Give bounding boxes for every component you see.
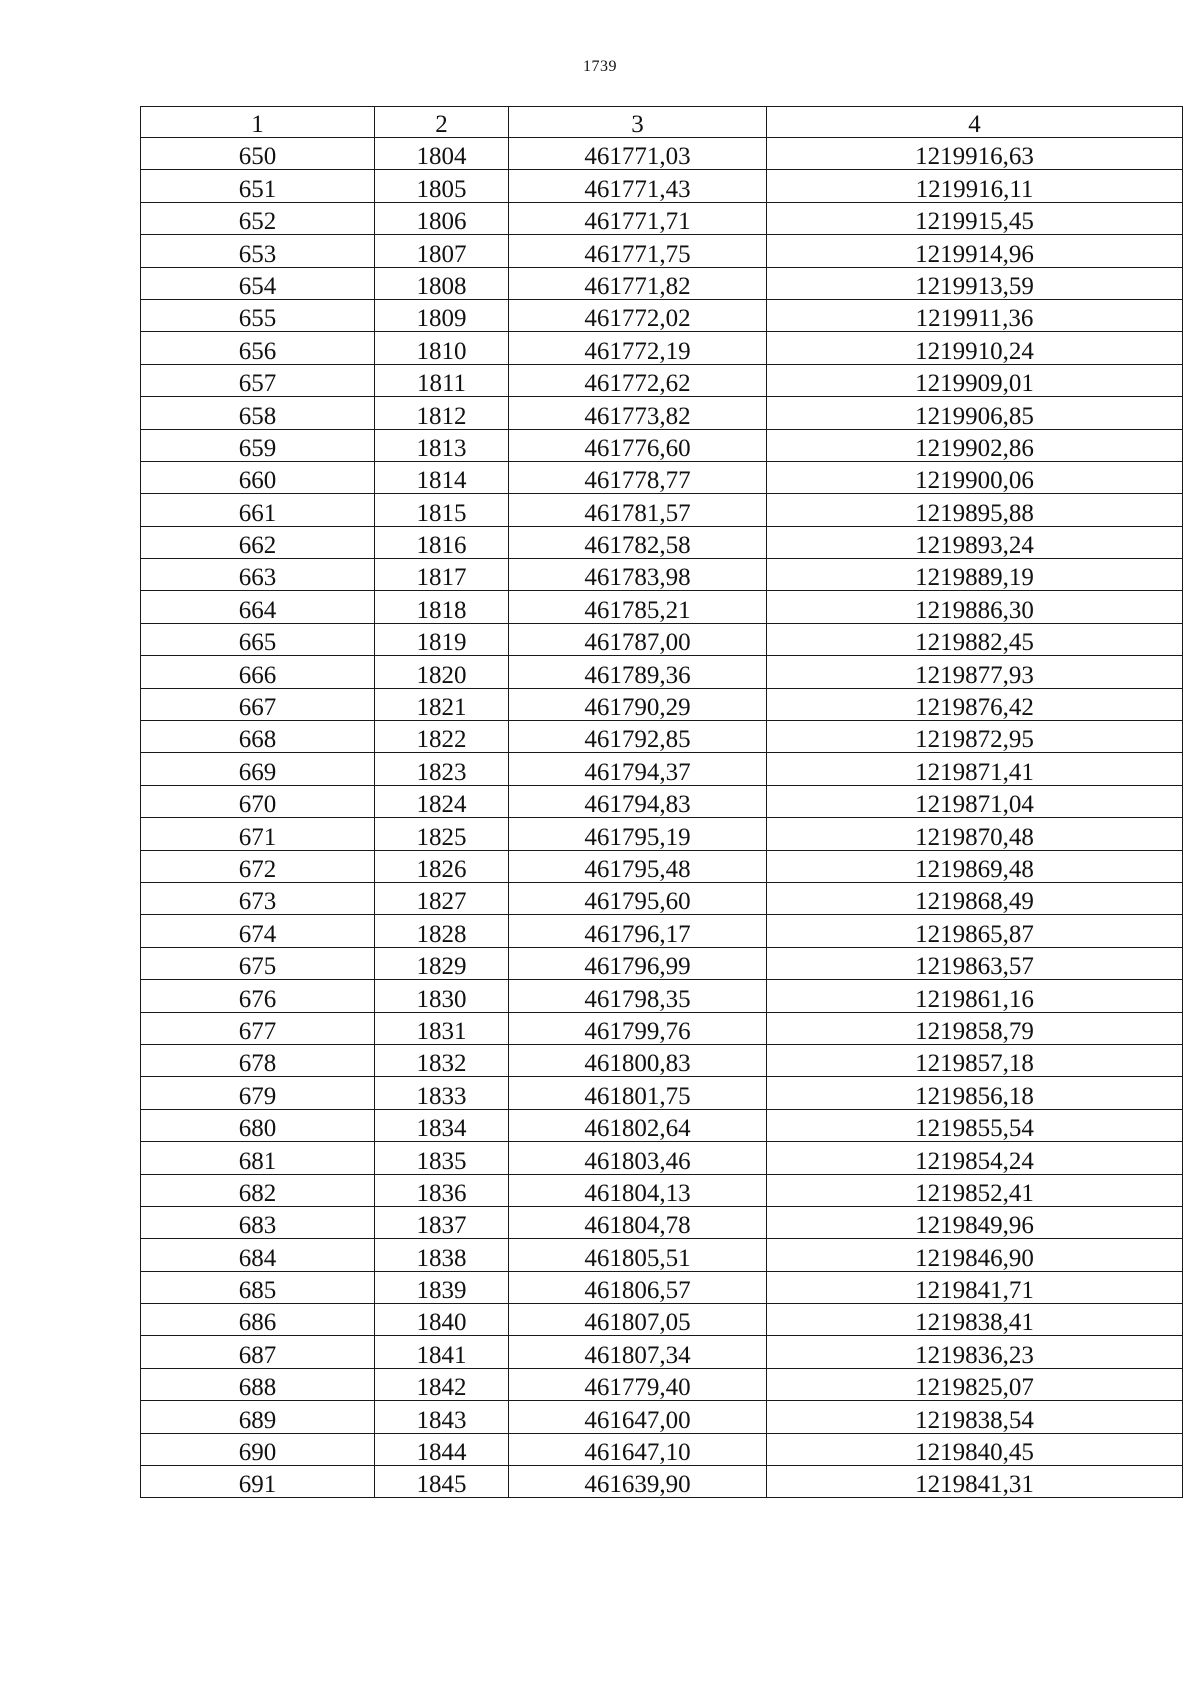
x-coordinate-cell: 461796,99 (509, 947, 767, 979)
y-coordinate-cell: 1219852,41 (767, 1174, 1183, 1206)
row-number-cell: 670 (141, 785, 375, 817)
point-number-cell: 1809 (375, 299, 509, 331)
y-coordinate-cell: 1219868,49 (767, 882, 1183, 914)
row-number-cell: 681 (141, 1142, 375, 1174)
x-coordinate-cell: 461807,05 (509, 1304, 767, 1336)
row-number-cell: 651 (141, 170, 375, 202)
x-coordinate-cell: 461798,35 (509, 980, 767, 1012)
row-number-cell: 679 (141, 1077, 375, 1109)
y-coordinate-cell: 1219869,48 (767, 850, 1183, 882)
table-row (141, 1142, 1183, 1174)
x-coordinate-cell: 461789,36 (509, 656, 767, 688)
y-coordinate-cell: 1219855,54 (767, 1109, 1183, 1141)
x-coordinate-cell: 461771,03 (509, 138, 767, 170)
point-number-cell: 1819 (375, 623, 509, 655)
row-number-cell: 678 (141, 1044, 375, 1076)
table-body (141, 107, 1183, 1498)
table-row (141, 1077, 1183, 1109)
x-coordinate-cell: 461771,71 (509, 202, 767, 234)
table-row (141, 1239, 1183, 1271)
point-number-cell: 1808 (375, 267, 509, 299)
table-row (141, 623, 1183, 655)
point-number-cell: 1845 (375, 1466, 509, 1498)
table-row (141, 397, 1183, 429)
row-number-cell: 691 (141, 1466, 375, 1498)
row-number-cell: 687 (141, 1336, 375, 1368)
y-coordinate-cell: 1219863,57 (767, 947, 1183, 979)
table-row (141, 267, 1183, 299)
point-number-cell: 1829 (375, 947, 509, 979)
table-row (141, 591, 1183, 623)
x-coordinate-cell: 461796,17 (509, 915, 767, 947)
row-number-cell: 673 (141, 882, 375, 914)
table-row (141, 1433, 1183, 1465)
row-number-cell: 680 (141, 1109, 375, 1141)
x-coordinate-cell: 461799,76 (509, 1012, 767, 1044)
y-coordinate-cell: 1219909,01 (767, 364, 1183, 396)
y-coordinate-cell: 1219895,88 (767, 494, 1183, 526)
table-row (141, 559, 1183, 591)
row-number-cell: 685 (141, 1271, 375, 1303)
x-coordinate-cell: 461779,40 (509, 1368, 767, 1400)
x-coordinate-cell: 461772,02 (509, 299, 767, 331)
point-number-cell: 1841 (375, 1336, 509, 1368)
x-coordinate-cell: 461776,60 (509, 429, 767, 461)
row-number-cell: 688 (141, 1368, 375, 1400)
y-coordinate-cell: 1219889,19 (767, 559, 1183, 591)
x-coordinate-cell: 461792,85 (509, 721, 767, 753)
table-row (141, 785, 1183, 817)
row-number-cell: 655 (141, 299, 375, 331)
point-number-cell: 1839 (375, 1271, 509, 1303)
point-number-cell: 1811 (375, 364, 509, 396)
x-coordinate-cell: 461790,29 (509, 688, 767, 720)
point-number-cell: 1818 (375, 591, 509, 623)
y-coordinate-cell: 1219916,63 (767, 138, 1183, 170)
row-number-cell: 662 (141, 526, 375, 558)
point-number-cell: 1820 (375, 656, 509, 688)
column-header: 1 (141, 107, 375, 138)
point-number-cell: 1810 (375, 332, 509, 364)
point-number-cell: 1842 (375, 1368, 509, 1400)
row-number-cell: 664 (141, 591, 375, 623)
y-coordinate-cell: 1219858,79 (767, 1012, 1183, 1044)
table-row (141, 138, 1183, 170)
x-coordinate-cell: 461803,46 (509, 1142, 767, 1174)
x-coordinate-cell: 461771,43 (509, 170, 767, 202)
y-coordinate-cell: 1219857,18 (767, 1044, 1183, 1076)
point-number-cell: 1831 (375, 1012, 509, 1044)
table-row (141, 235, 1183, 267)
x-coordinate-cell: 461804,78 (509, 1206, 767, 1238)
y-coordinate-cell: 1219841,71 (767, 1271, 1183, 1303)
table-row (141, 688, 1183, 720)
row-number-cell: 661 (141, 494, 375, 526)
row-number-cell: 684 (141, 1239, 375, 1271)
point-number-cell: 1804 (375, 138, 509, 170)
x-coordinate-cell: 461805,51 (509, 1239, 767, 1271)
row-number-cell: 663 (141, 559, 375, 591)
row-number-cell: 659 (141, 429, 375, 461)
point-number-cell: 1823 (375, 753, 509, 785)
row-number-cell: 690 (141, 1433, 375, 1465)
y-coordinate-cell: 1219906,85 (767, 397, 1183, 429)
point-number-cell: 1822 (375, 721, 509, 753)
y-coordinate-cell: 1219913,59 (767, 267, 1183, 299)
y-coordinate-cell: 1219838,54 (767, 1401, 1183, 1433)
x-coordinate-cell: 461795,60 (509, 882, 767, 914)
point-number-cell: 1816 (375, 526, 509, 558)
y-coordinate-cell: 1219861,16 (767, 980, 1183, 1012)
table-row (141, 1304, 1183, 1336)
y-coordinate-cell: 1219902,86 (767, 429, 1183, 461)
x-coordinate-cell: 461647,10 (509, 1433, 767, 1465)
x-coordinate-cell: 461781,57 (509, 494, 767, 526)
table-row (141, 1174, 1183, 1206)
row-number-cell: 676 (141, 980, 375, 1012)
table-row (141, 753, 1183, 785)
x-coordinate-cell: 461794,37 (509, 753, 767, 785)
row-number-cell: 660 (141, 461, 375, 493)
x-coordinate-cell: 461800,83 (509, 1044, 767, 1076)
point-number-cell: 1832 (375, 1044, 509, 1076)
row-number-cell: 677 (141, 1012, 375, 1044)
y-coordinate-cell: 1219872,95 (767, 721, 1183, 753)
x-coordinate-cell: 461785,21 (509, 591, 767, 623)
y-coordinate-cell: 1219911,36 (767, 299, 1183, 331)
table-row (141, 1368, 1183, 1400)
x-coordinate-cell: 461639,90 (509, 1466, 767, 1498)
point-number-cell: 1824 (375, 785, 509, 817)
point-number-cell: 1825 (375, 818, 509, 850)
y-coordinate-cell: 1219836,23 (767, 1336, 1183, 1368)
y-coordinate-cell: 1219856,18 (767, 1077, 1183, 1109)
point-number-cell: 1813 (375, 429, 509, 461)
y-coordinate-cell: 1219871,04 (767, 785, 1183, 817)
table-row (141, 1012, 1183, 1044)
row-number-cell: 652 (141, 202, 375, 234)
x-coordinate-cell: 461807,34 (509, 1336, 767, 1368)
y-coordinate-cell: 1219886,30 (767, 591, 1183, 623)
point-number-cell: 1828 (375, 915, 509, 947)
table-row (141, 1466, 1183, 1498)
y-coordinate-cell: 1219865,87 (767, 915, 1183, 947)
y-coordinate-cell: 1219882,45 (767, 623, 1183, 655)
y-coordinate-cell: 1219876,42 (767, 688, 1183, 720)
y-coordinate-cell: 1219841,31 (767, 1466, 1183, 1498)
y-coordinate-cell: 1219854,24 (767, 1142, 1183, 1174)
table-row (141, 947, 1183, 979)
x-coordinate-cell: 461802,64 (509, 1109, 767, 1141)
point-number-cell: 1814 (375, 461, 509, 493)
point-number-cell: 1838 (375, 1239, 509, 1271)
point-number-cell: 1835 (375, 1142, 509, 1174)
point-number-cell: 1833 (375, 1077, 509, 1109)
y-coordinate-cell: 1219914,96 (767, 235, 1183, 267)
table-row (141, 980, 1183, 1012)
y-coordinate-cell: 1219893,24 (767, 526, 1183, 558)
point-number-cell: 1840 (375, 1304, 509, 1336)
row-number-cell: 672 (141, 850, 375, 882)
y-coordinate-cell: 1219915,45 (767, 202, 1183, 234)
row-number-cell: 671 (141, 818, 375, 850)
x-coordinate-cell: 461794,83 (509, 785, 767, 817)
table-row (141, 1401, 1183, 1433)
point-number-cell: 1830 (375, 980, 509, 1012)
x-coordinate-cell: 461778,77 (509, 461, 767, 493)
row-number-cell: 656 (141, 332, 375, 364)
row-number-cell: 653 (141, 235, 375, 267)
table-row (141, 1336, 1183, 1368)
table-row (141, 332, 1183, 364)
table-row (141, 526, 1183, 558)
x-coordinate-cell: 461771,75 (509, 235, 767, 267)
row-number-cell: 658 (141, 397, 375, 429)
table-row (141, 461, 1183, 493)
point-number-cell: 1843 (375, 1401, 509, 1433)
y-coordinate-cell: 1219849,96 (767, 1206, 1183, 1238)
table-row (141, 882, 1183, 914)
row-number-cell: 669 (141, 753, 375, 785)
x-coordinate-cell: 461647,00 (509, 1401, 767, 1433)
point-number-cell: 1806 (375, 202, 509, 234)
y-coordinate-cell: 1219900,06 (767, 461, 1183, 493)
point-number-cell: 1827 (375, 882, 509, 914)
row-number-cell: 650 (141, 138, 375, 170)
x-coordinate-cell: 461783,98 (509, 559, 767, 591)
x-coordinate-cell: 461772,62 (509, 364, 767, 396)
row-number-cell: 689 (141, 1401, 375, 1433)
table-row (141, 1044, 1183, 1076)
x-coordinate-cell: 461804,13 (509, 1174, 767, 1206)
table-row (141, 429, 1183, 461)
table-row (141, 818, 1183, 850)
row-number-cell: 668 (141, 721, 375, 753)
row-number-cell: 667 (141, 688, 375, 720)
row-number-cell: 674 (141, 915, 375, 947)
row-number-cell: 682 (141, 1174, 375, 1206)
point-number-cell: 1837 (375, 1206, 509, 1238)
table-row (141, 915, 1183, 947)
point-number-cell: 1834 (375, 1109, 509, 1141)
point-number-cell: 1812 (375, 397, 509, 429)
point-number-cell: 1826 (375, 850, 509, 882)
table-row (141, 202, 1183, 234)
y-coordinate-cell: 1219910,24 (767, 332, 1183, 364)
row-number-cell: 657 (141, 364, 375, 396)
table-row (141, 494, 1183, 526)
table-row (141, 1271, 1183, 1303)
y-coordinate-cell: 1219840,45 (767, 1433, 1183, 1465)
x-coordinate-cell: 461787,00 (509, 623, 767, 655)
coordinates-table (140, 106, 1183, 1498)
x-coordinate-cell: 461772,19 (509, 332, 767, 364)
x-coordinate-cell: 461782,58 (509, 526, 767, 558)
row-number-cell: 666 (141, 656, 375, 688)
row-number-cell: 654 (141, 267, 375, 299)
x-coordinate-cell: 461801,75 (509, 1077, 767, 1109)
y-coordinate-cell: 1219870,48 (767, 818, 1183, 850)
point-number-cell: 1817 (375, 559, 509, 591)
table-row (141, 299, 1183, 331)
y-coordinate-cell: 1219846,90 (767, 1239, 1183, 1271)
row-number-cell: 683 (141, 1206, 375, 1238)
table-row (141, 1109, 1183, 1141)
y-coordinate-cell: 1219916,11 (767, 170, 1183, 202)
point-number-cell: 1807 (375, 235, 509, 267)
table-row (141, 170, 1183, 202)
column-header: 4 (767, 107, 1183, 138)
y-coordinate-cell: 1219825,07 (767, 1368, 1183, 1400)
x-coordinate-cell: 461795,19 (509, 818, 767, 850)
x-coordinate-cell: 461773,82 (509, 397, 767, 429)
x-coordinate-cell: 461771,82 (509, 267, 767, 299)
x-coordinate-cell: 461806,57 (509, 1271, 767, 1303)
point-number-cell: 1844 (375, 1433, 509, 1465)
y-coordinate-cell: 1219877,93 (767, 656, 1183, 688)
table-row (141, 850, 1183, 882)
table-header-row (141, 107, 1183, 138)
row-number-cell: 675 (141, 947, 375, 979)
table-row (141, 364, 1183, 396)
table-row (141, 721, 1183, 753)
table-row (141, 1206, 1183, 1238)
y-coordinate-cell: 1219838,41 (767, 1304, 1183, 1336)
page-number: 1739 (583, 58, 617, 75)
column-header: 2 (375, 107, 509, 138)
column-header: 3 (509, 107, 767, 138)
table-row (141, 656, 1183, 688)
y-coordinate-cell: 1219871,41 (767, 753, 1183, 785)
row-number-cell: 686 (141, 1304, 375, 1336)
x-coordinate-cell: 461795,48 (509, 850, 767, 882)
point-number-cell: 1836 (375, 1174, 509, 1206)
point-number-cell: 1815 (375, 494, 509, 526)
point-number-cell: 1805 (375, 170, 509, 202)
row-number-cell: 665 (141, 623, 375, 655)
point-number-cell: 1821 (375, 688, 509, 720)
